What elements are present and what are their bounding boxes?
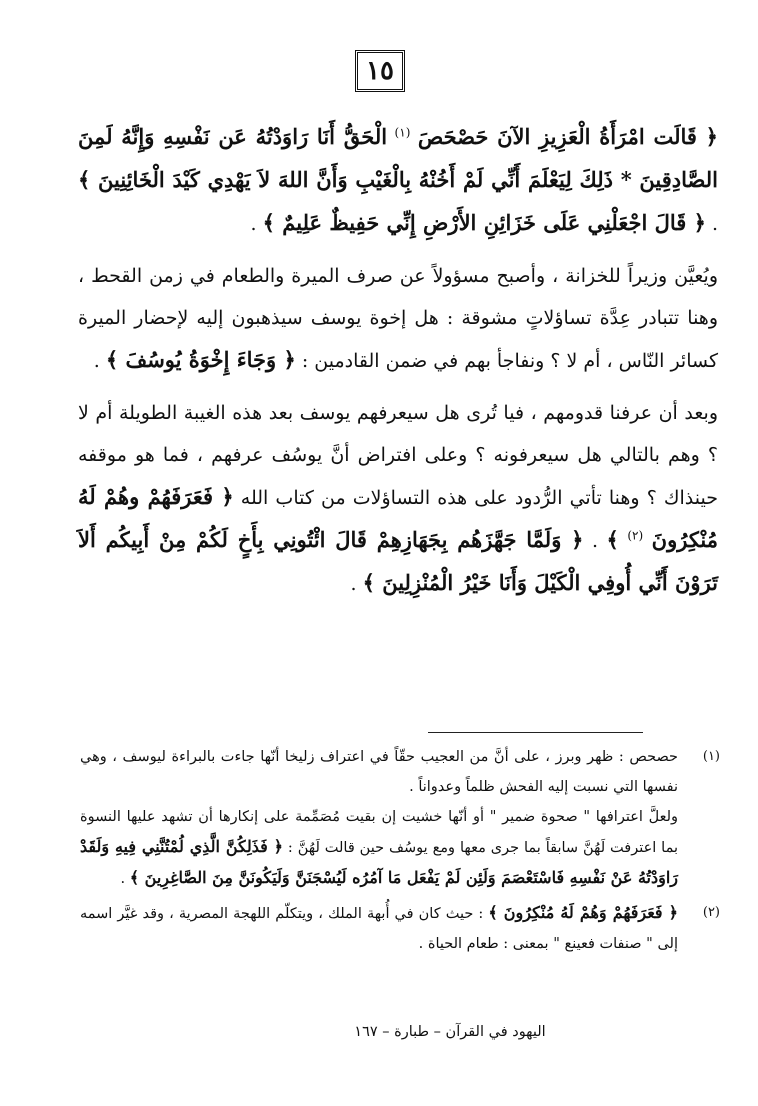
quran-verse: الْحَقُّ أَنَا رَاوَدْتُهُ عَن نَفْسِهِ وَإِنَّهُ لَمِنَ الصَّادِقِينَ * ذَلِكَ لِيَعْلَمَ أَنِّي لَمْ أَخُنْهُ بِالْغَيْبِ وَأَنَّ اللهَ لاَ يَهْدِي كَيْدَ الْخَائِنِينَ ﴾ — [78, 124, 718, 192]
text-run: ولعلَّ اعترافها " صحوة ضمير " أو أنّها خشيت إن بقيت مُصَمِّمة على إنكارها أن تشهد عليها النسوة بما اعترفت لَهُنَّ سابقاً بما جرى معها ومع يوسُف حين قالت لَهُنَّ : — [80, 809, 678, 856]
text-run: . — [350, 573, 363, 595]
footnote-text: حصحص : ظهر وبرز ، على أنَّ من العجيب حقّاً في اعتراف زليخا أنّها جاءت بالبراءة ليوسف ، وهي نفسها التي نسبت إليه الفحش ظلماً وعدواناً . — [80, 749, 678, 795]
paragraph-1 — [78, 116, 718, 245]
quran-verse: ﴿ وَجَاءَ إِخْوَةُ يُوسُفَ ﴾ — [105, 347, 296, 372]
quran-verse: ﴿ وَلَمَّا جَهَّزَهُم بِجَهَازِهِمْ قَالَ ائْتُونِي بِأَخٍ لَكُمْ مِنْ أَبِيكُم أَلاَ تَرَوْنَ أَنِّي أُوفِي الْكَيْلَ وَأَنَا خَيْرُ الْمُنْزِلِينَ ﴾ — [78, 527, 718, 595]
quran-verse: ﴿ فَعَرَفَهُمْ وهُمْ لَهُ مُنْكِرُونَ — [78, 484, 719, 552]
text-run: . — [120, 871, 130, 887]
quran-verse: ﴾ — [606, 527, 619, 552]
footnotes — [80, 742, 720, 963]
text-run: . — [93, 350, 106, 372]
footnote-ref-1[interactable]: (١) — [394, 125, 411, 140]
text-run: . — [583, 530, 607, 552]
text-run: . — [250, 213, 263, 235]
footnote-body — [80, 898, 678, 959]
quran-verse: ﴿ فَعَرَفَهُمْ وَهُمْ لَهُ مُنْكِرُونَ ﴾ — [488, 903, 678, 922]
main-text — [78, 116, 718, 615]
text-run: : حيث كان في أُبهة الملك ، ويتكلّم اللهجة المصرية ، وقد غيَّر اسمه إلى " صنفات فعينع " بمعنى : طعام الحياة . — [80, 906, 678, 952]
text-run: . — [705, 213, 718, 235]
footnote-2 — [80, 898, 720, 959]
page-number: ١٥ — [366, 56, 394, 86]
footnote-number: (١) — [702, 749, 720, 764]
footnote-1 — [80, 742, 720, 894]
footnote-ref-2[interactable]: (٢) — [627, 528, 644, 543]
source-citation: اليهود في القرآن – طبارة – ١٦٧ — [354, 1024, 546, 1040]
footnote-separator — [428, 732, 643, 733]
text-run: ويُعيَّن وزيراً للخزانة ، وأصبح مسؤولاً عن صرف الميرة والطعام في زمن القحط ، وهنا تتبادر عِدَّة تساؤلاتٍ مشوقة : هل إخوة يوسف سيذهبون إليه لإحضار الميرة كسائر النّاس ، أم لا ؟ ونفاجأ بهم في ضمن القادمين : — [78, 265, 718, 372]
page-number-box — [355, 50, 405, 92]
footnote-text — [80, 802, 678, 894]
footnote-body — [80, 742, 678, 894]
quran-verse: ﴿ قَالَ اجْعَلْنِي عَلَى خَزَائِنِ الأَرْضِ إِنِّي حَفِيظٌ عَلِيمٌ ﴾ — [262, 210, 706, 235]
quran-verse: ﴿ فَذَلِكُنَّ الَّذِي لُمْتُنَّنِي فِيهِ وَلَقَدْ رَاوَدْتُهُ عَنْ نَفْسِهِ فَاسْتَعْصَمَ وَلَئِن لَمْ يَفْعَل مَا آمُرُه لَيُسْجَنَنَّ وَلَيَكُونَنَّ مِنَ الصَّاغِرِينَ ﴾ — [80, 837, 678, 887]
quran-verse: ﴿ قَالَت امْرَأَةُ الْعَزِيزِ الآنَ حَصْحَصَ — [417, 124, 718, 149]
text-run: وبعد أن عرفنا قدومهم ، فيا تُرى هل سيعرفهم يوسف بعد هذه الغيبة الطويلة أم لا ؟ وهم بالتالي هل سيعرفونه ؟ وعلى افتراض أنَّ يوسُف عرفهم ، فما هو موقفه حينذاك ؟ وهنا تأتي الرُّدود على هذه التساؤلات من كتاب الله — [78, 402, 718, 509]
paragraph-2 — [78, 255, 718, 382]
footnote-text — [80, 898, 678, 959]
footnote-number: (٢) — [702, 905, 720, 920]
paragraph-3 — [78, 392, 718, 605]
